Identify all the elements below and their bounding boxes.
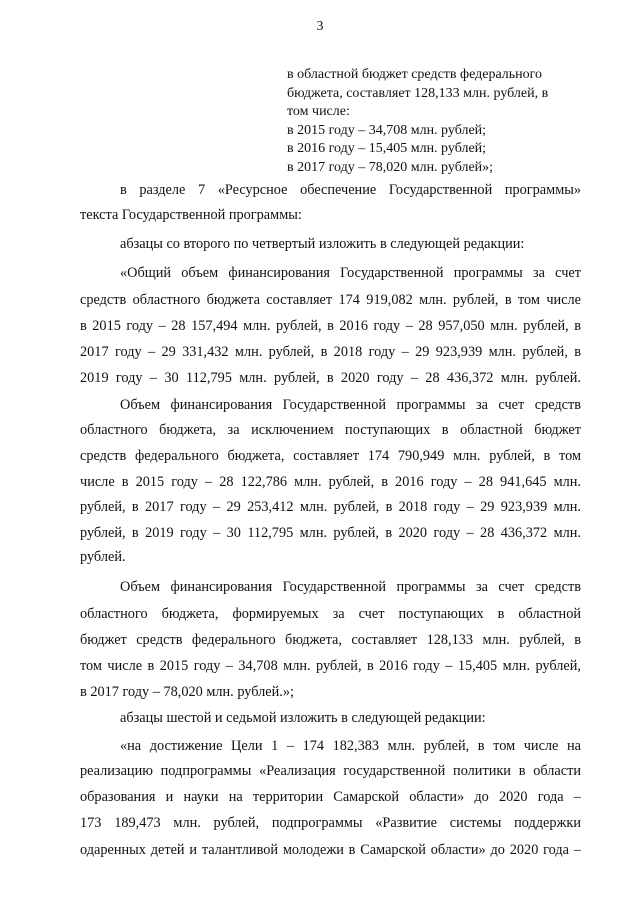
- text-line: в областной бюджет средств федерального: [287, 67, 543, 82]
- paragraph-line: «Общий объем финансирования Государственной программы за счет: [120, 265, 581, 281]
- page-number: 3: [316, 19, 324, 34]
- paragraph-line: областного бюджета, за исключением поступающих в областной бюджет: [80, 422, 581, 438]
- paragraph-line: том числе в 2015 году – 34,708 млн. рублей, в 2016 году – 15,405 млн. рублей,: [80, 658, 581, 674]
- text-line: в 2015 году – 34,708 млн. рублей;: [287, 122, 487, 138]
- text-line: том числе:: [287, 104, 350, 120]
- paragraph-line: в разделе 7 «Ресурсное обеспечение Государственной программы»: [120, 182, 581, 198]
- text-line: в 2016 году – 15,405 млн. рублей;: [287, 141, 487, 157]
- paragraph-line: абзацы шестой и седьмой изложить в следующей редакции:: [120, 710, 486, 726]
- paragraph-line: в 2015 году – 28 157,494 млн. рублей, в 2016 году – 28 957,050 млн. рублей, в: [80, 318, 581, 334]
- continuation-block: [287, 66, 583, 178]
- paragraph-line: Объем финансирования Государственной программы за счет средств: [120, 397, 581, 413]
- paragraph-line: рублей.: [80, 549, 126, 565]
- paragraph-line: средств федерального бюджета, составляет 174 790,949 млн. рублей, в том: [80, 448, 581, 464]
- paragraph-line: бюджет средств федерального бюджета, составляет 128,133 млн. рублей, в: [80, 632, 581, 648]
- paragraph-line: абзацы со второго по четвертый изложить в следующей редакции:: [120, 236, 525, 252]
- paragraph-line: образования и науки на территории Самарской области» до 2020 года –: [80, 789, 581, 805]
- paragraph-line: 2017 году – 29 331,432 млн. рублей, в 2018 году – 29 923,939 млн. рублей, в: [80, 344, 581, 360]
- paragraph-line: средств областного бюджета составляет 174 919,082 млн. рублей, в том числе: [80, 292, 581, 308]
- paragraph-line: одаренных детей и талантливой молодежи в Самарской области» до 2020 года –: [80, 842, 581, 858]
- paragraph-line: рублей, в 2019 году – 30 112,795 млн. рублей, в 2020 году – 28 436,372 млн.: [80, 525, 581, 541]
- paragraph-line: рублей, в 2017 году – 29 253,412 млн. рублей, в 2018 году – 29 923,939 млн.: [80, 499, 581, 515]
- text-line: бюджета, составляет 128,133 млн. рублей, в: [287, 85, 549, 101]
- paragraph-line: текста Государственной программы:: [80, 207, 302, 223]
- paragraph-line: областного бюджета, формируемых за счет поступающих в областной: [80, 606, 581, 622]
- paragraph-line: числе в 2015 году – 28 122,786 млн. рублей, в 2016 году – 28 941,645 млн.: [80, 474, 581, 490]
- paragraph-line: в 2017 году – 78,020 млн. рублей.»;: [80, 684, 294, 700]
- paragraph-line: реализацию подпрограммы «Реализация государственной политики в области: [80, 763, 581, 779]
- paragraph-line: Объем финансирования Государственной программы за счет средств: [120, 579, 581, 595]
- text-line: в 2017 году – 78,020 млн. рублей»;: [287, 159, 494, 175]
- paragraph-line: 2019 году – 30 112,795 млн. рублей, в 2020 году – 28 436,372 млн. рублей.: [80, 370, 581, 386]
- paragraph-line: 173 189,473 млн. рублей, подпрограммы «Развитие системы поддержки: [80, 815, 581, 831]
- paragraph-line: «на достижение Цели 1 – 174 182,383 млн. рублей, в том числе на: [120, 738, 581, 754]
